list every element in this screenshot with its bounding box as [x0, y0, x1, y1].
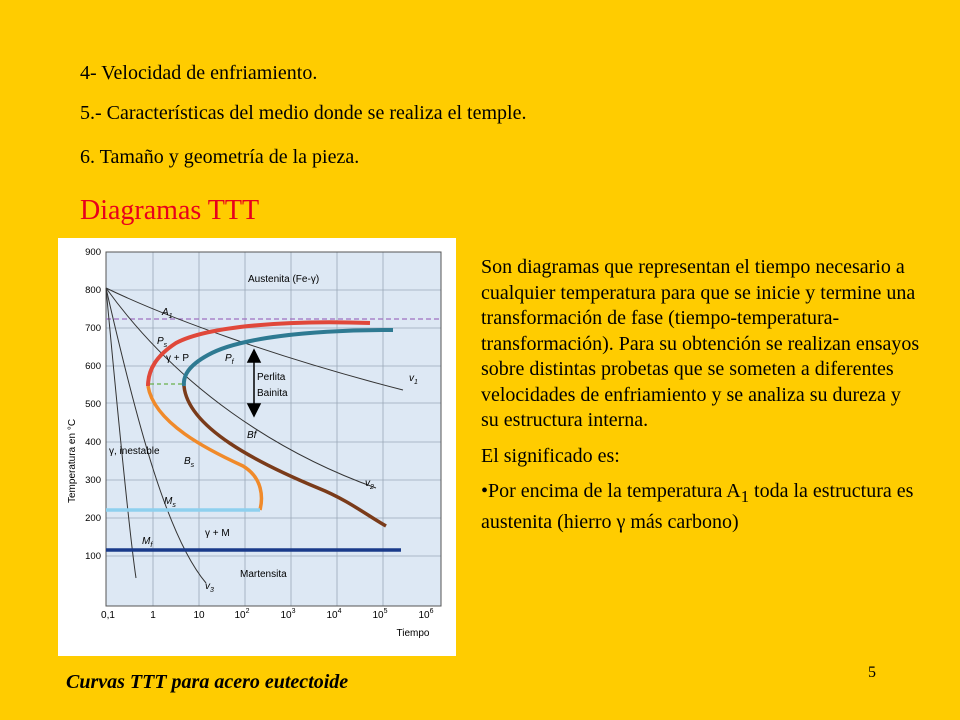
label-v2: $v_2$ — [365, 478, 374, 491]
svg-text:103: $10^3$ — [280, 608, 296, 621]
section-heading: Diagramas TTT — [80, 195, 260, 226]
label-perlita: Perlita — [257, 372, 286, 383]
svg-text:900: 900 — [85, 247, 101, 258]
label-ps: $P_s$ — [157, 336, 168, 349]
y-axis-label: Temperatura en °C — [67, 418, 78, 503]
paragraph-definition: Son diagramas que representan el tiempo necesario a cualquier temperatura para que se inicie y termine una transformación de fase (tiempo-temperatura-transformación). Para su obtención se realizan ensayos sobre distintas probetas que se someten a diferentes velocidades de enfriamiento y se analiza su dureza y su estructura interna. — [481, 256, 920, 431]
label-martensita: Martensita — [240, 569, 287, 580]
figure-caption: Curvas TTT para acero eutectoide — [66, 671, 349, 693]
paragraph-meaning-intro: El significado es: — [481, 444, 620, 467]
label-bainita: Bainita — [257, 388, 288, 399]
label-bf: Bf — [247, 430, 257, 441]
svg-text:102: $10^2$ — [234, 608, 250, 621]
svg-text:10: 10 — [193, 610, 205, 621]
list-item-cooling-rate: 4- Velocidad de enfriamiento. — [80, 62, 318, 84]
svg-text:100: 100 — [85, 551, 101, 562]
label-bs: $B_s$ — [184, 456, 195, 469]
ttt-diagram — [58, 238, 456, 656]
label-gamma-inestable: γ, inestable — [109, 446, 160, 457]
description-text — [481, 255, 921, 545]
svg-text:500: 500 — [85, 399, 101, 410]
svg-text:0,1: 0,1 — [101, 610, 115, 621]
list-item-quench-medium: 5.- Características del medio donde se realiza el temple. — [80, 102, 527, 124]
label-mf: $M_f$ — [142, 536, 153, 549]
plot-area — [106, 252, 441, 606]
svg-text:104: $10^4$ — [326, 608, 342, 621]
label-a1: $A_1$ — [162, 307, 173, 320]
ttt-diagram-figure — [58, 238, 456, 656]
svg-text:200: 200 — [85, 513, 101, 524]
bullet-austenite: •Por encima de la temperatura $A_1$ toda la estructura es austenita (hierro γ más carbono) — [481, 480, 914, 533]
svg-text:600: 600 — [85, 361, 101, 372]
list-item-part-geometry: 6. Tamaño y geometría de la pieza. — [80, 146, 360, 168]
svg-text:106: $10^6$ — [418, 608, 434, 621]
label-gamma-p: γ + P — [166, 353, 190, 364]
svg-text:700: 700 — [85, 323, 101, 334]
svg-text:105: $10^5$ — [372, 608, 388, 621]
page-number: 5 — [868, 664, 876, 681]
label-pf: $P_f$ — [225, 353, 234, 366]
label-ms: $M_s$ — [164, 496, 176, 509]
x-axis-label: Tiempo — [396, 628, 430, 639]
label-v1: $v_1$ — [409, 373, 418, 386]
label-gamma-m: γ + M — [205, 528, 230, 539]
svg-text:400: 400 — [85, 437, 101, 448]
svg-text:1: 1 — [150, 610, 156, 621]
label-v3: $v_3$ — [205, 581, 214, 594]
y-tick-labels — [85, 247, 101, 562]
svg-text:800: 800 — [85, 285, 101, 296]
svg-text:300: 300 — [85, 475, 101, 486]
label-austenita: Austenita (Fe-γ) — [248, 274, 320, 285]
